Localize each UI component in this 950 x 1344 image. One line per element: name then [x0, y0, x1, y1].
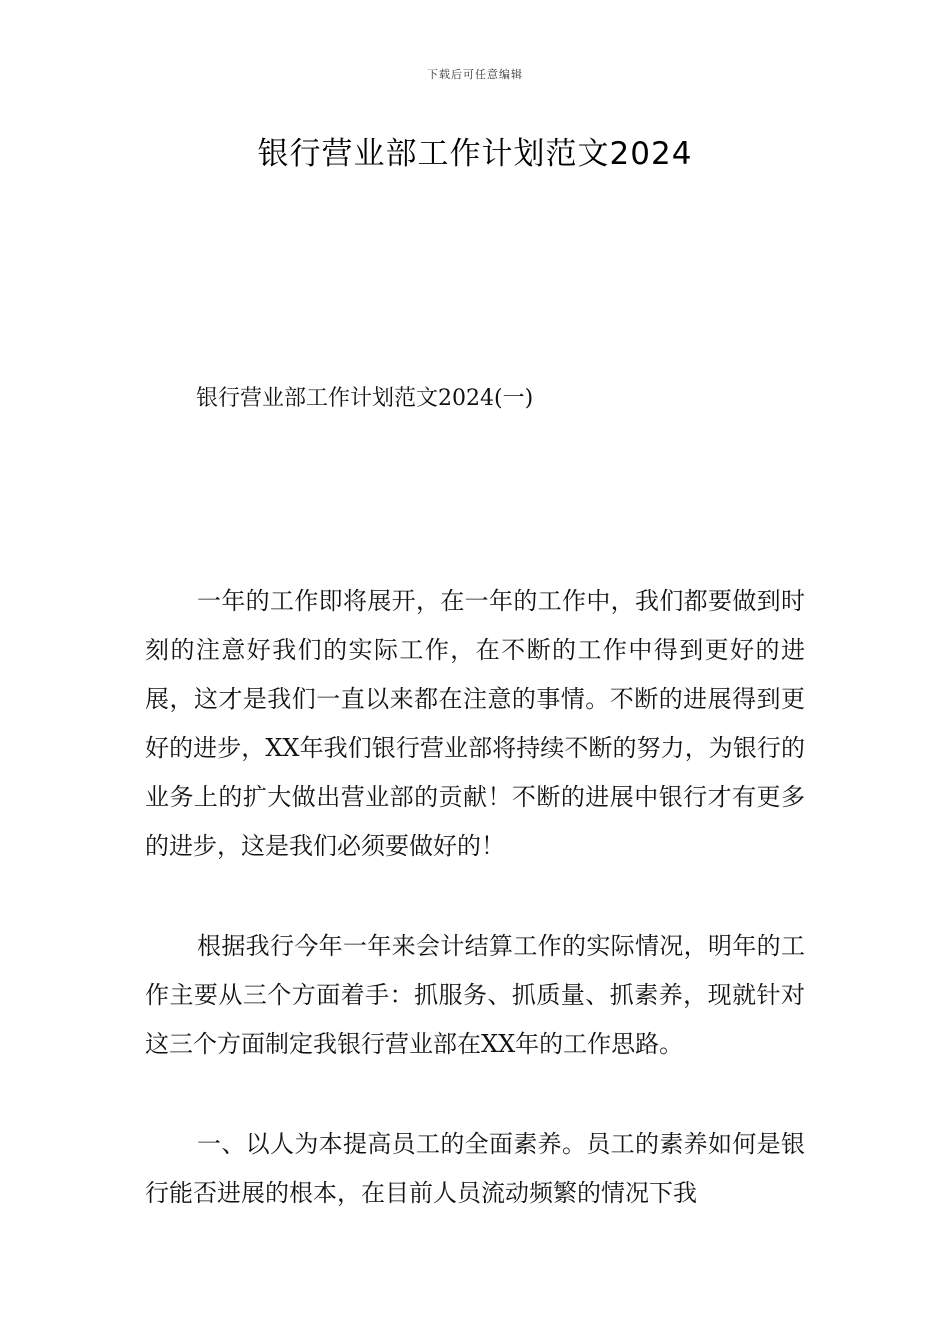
body-paragraph-1: 一年的工作即将展开，在一年的工作中，我们都要做到时刻的注意好我们的实际工作，在不断的工作中得到更好的进展，这才是我们一直以来都在注意的事情。不断的进展得到更好的进步，XX年我们银行营业部将持续不断的努力，为银行的业务上的扩大做出营业部的贡献！不断的进展中银行才有更多的进步，这是我们必须要做好的！	[145, 587, 805, 860]
document-title: 银行营业部工作计划范文2024	[257, 136, 693, 172]
body-paragraph-2: 根据我行今年一年来会计结算工作的实际情况，明年的工作主要从三个方面着手：抓服务、抓质量、抓素养，现就针对这三个方面制定我银行营业部在XX年的工作思路。	[145, 932, 805, 1058]
header-note: 下载后可任意编辑	[427, 68, 523, 81]
section-subtitle: 银行营业部工作计划范文2024(一)	[196, 386, 534, 411]
body-paragraph-3: 一、以人为本提高员工的全面素养。员工的素养如何是银行能否进展的根本，在目前人员流动频繁的情况下我	[145, 1130, 805, 1207]
